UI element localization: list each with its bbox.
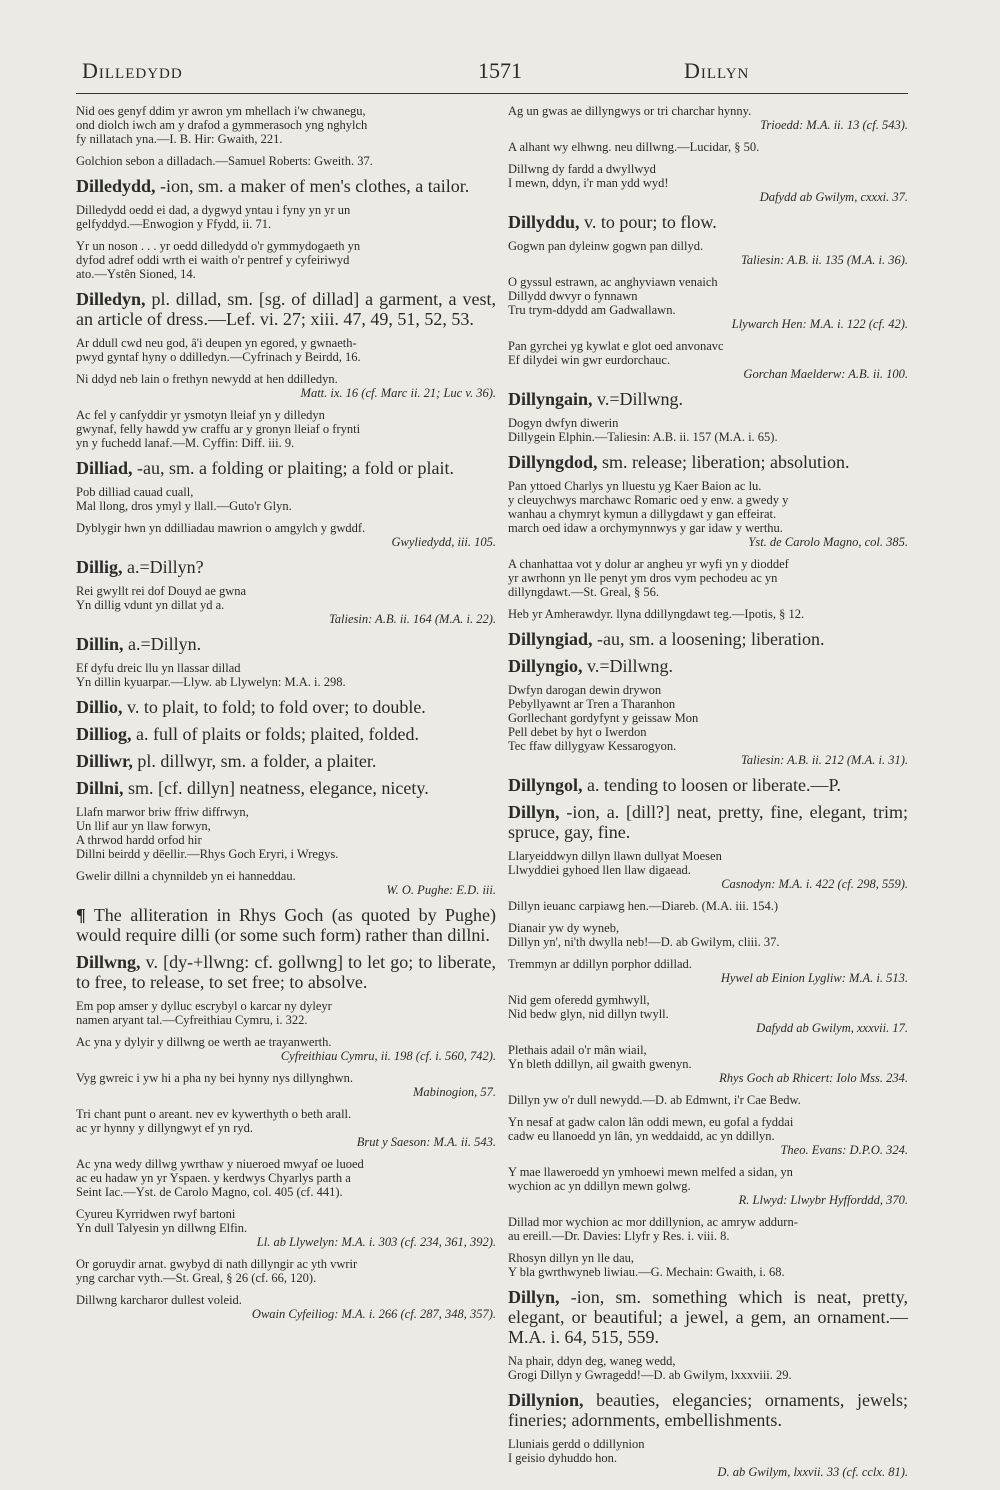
running-head-right: Dillyn: [684, 58, 750, 83]
dictionary-entry: [76, 634, 496, 654]
citation: [76, 1071, 496, 1099]
dictionary-entry: [508, 389, 908, 409]
citation-line: Llwyddiei gyhoed llen llaw digaead.: [508, 863, 691, 877]
headword: Dilliwr,: [76, 751, 133, 771]
citation-line: Gorllechant gordyfynt y geissaw Mon: [508, 711, 699, 725]
citation-line: Heb yr Amherawdyr. llyna ddillyngdawt teg.—Ipotis, § 12.: [508, 607, 805, 621]
dictionary-entry: [76, 724, 496, 744]
citation-source: R. Llwyd: Llwybr Hyfforddd, 370.: [738, 1193, 908, 1207]
dictionary-entry: [76, 952, 496, 992]
citation: [508, 162, 908, 204]
citation-line: Grogi Dillyn y Gwragedd!—D. ab Gwilym, lxxxviii. 29.: [508, 1368, 792, 1382]
citation-line: Yn bleth ddillyn, ail gwaith gwenyn.: [508, 1057, 692, 1071]
citation-line: Cyureu Kyrridwen rwyf bartoni: [76, 1207, 236, 1221]
citation-source: D. ab Gwilym, lxxvii. 33 (cf. cclx. 81).: [717, 1465, 908, 1479]
dictionary-entry: [508, 1287, 908, 1347]
citation-line: Dillygein Elphin.—Taliesin: A.B. ii. 157 (M.A. i. 65).: [508, 430, 778, 444]
citation-line: Pob dilliad cauad cuall,: [76, 485, 194, 499]
citation: [508, 849, 908, 891]
citation-line: Nid oes genyf ddim yr awron ym mhellach i'w chwanegu,: [76, 104, 366, 118]
citation-line: gwynaf, felly hawdd yw craffu ar y gronyn lleiaf o frynti: [76, 422, 361, 436]
citation-source: Gorchan Maelderw: A.B. ii. 100.: [743, 367, 908, 381]
citation-line: Lluniais gerdd o ddillynion: [508, 1437, 645, 1451]
citation-line: Gogwn pan dyleinw gogwn pan dillyd.: [508, 239, 704, 253]
citation-line: Pebyllyawnt ar Tren a Tharanhon: [508, 697, 676, 711]
citation-line: Rei gwyllt rei dof Douyd ae gwna: [76, 584, 247, 598]
citation-source: Ll. ab Llywelyn: M.A. i. 303 (cf. 234, 361, 392).: [256, 1235, 496, 1249]
headword: Dillyngdod,: [508, 452, 598, 472]
citation: [508, 1115, 908, 1157]
dictionary-entry: [508, 452, 908, 472]
citation-line: Rhosyn dillyn yn lle dau,: [508, 1251, 635, 1265]
running-head-left: Dilledydd: [82, 58, 183, 83]
citation: [76, 999, 496, 1027]
citation: [508, 957, 908, 985]
definition: The alliteration in Rhys Goch (as quoted by Pughe) would require dilli (or some such form) rather than dillni.: [76, 905, 496, 945]
dictionary-entry: [76, 778, 496, 798]
citation-line: Y bla gwrthwyneb liwiau.—G. Mechain: Gwaith, i. 68.: [508, 1265, 785, 1279]
citation-line: O gyssul estrawn, ac anghyviawn venaich: [508, 275, 718, 289]
headword: Dillyngiad,: [508, 629, 593, 649]
citation-line: yn y fuchedd lanaf.—M. Cyffin: Diff. iii. 9.: [76, 436, 295, 450]
citation: [508, 239, 908, 267]
citation: [76, 1157, 496, 1199]
citation: [76, 584, 496, 626]
citation: [508, 899, 908, 913]
citation-line: Dilledydd oedd ei dad, a dygwyd yntau i fyny yn yr un: [76, 203, 351, 217]
headword: Dillin,: [76, 634, 124, 654]
definition: pl. dillad, sm. [sg. of dillad] a garment, a vest, an article of dress.—Lef. vi. 27; xiii. 47, 49, 51, 52, 53.: [76, 289, 496, 329]
citation-line: Golchion sebon a dilladach.—Samuel Roberts: Gweith. 37.: [76, 154, 373, 168]
citation-line: Llafn marwor briw ffriw diffrwyn,: [76, 805, 249, 819]
citation-line: cadw eu llanoedd yn lân, yn weddaidd, ac yn ddillyn.: [508, 1129, 775, 1143]
citation-line: Yn dillig vdunt yn dillat yd a.: [76, 598, 225, 612]
citation-line: Plethais adail o'r mân wiail,: [508, 1043, 647, 1057]
citation-line: Ar ddull cwd neu god, â'i deupen yn egored, y gwnaeth-: [76, 336, 357, 350]
citation-line: Yn dillin kyuarpar.—Llyw. ab Llywelyn: M.A. i. 298.: [76, 675, 346, 689]
citation: [508, 140, 908, 154]
citation-line: I geisio dyhuddo hon.: [508, 1451, 618, 1465]
definition: v. to pour; to flow.: [579, 212, 717, 232]
citation-source: Theo. Evans: D.P.O. 324.: [780, 1143, 908, 1157]
citation-line: Tri chant punt o areant. nev ev kywerthyth o beth arall.: [76, 1107, 352, 1121]
citation: [76, 521, 496, 549]
citation-line: au ereill.—Dr. Davies: Llyfr y Res. i. viii. 8.: [508, 1229, 730, 1243]
citation-line: wanhau a chymryt kymun a dillygdawt y gan effeirat.: [508, 507, 777, 521]
citation-line: y cleuychwys marchawc Romaric oed y enw. a gwedy y: [508, 493, 789, 507]
citation-source: Mabinogion, 57.: [413, 1085, 496, 1099]
citation-line: Dogyn dwfyn diwerin: [508, 416, 619, 430]
citation-line: fy nillatach yna.—I. B. Hir: Gwaith, 221.: [76, 132, 283, 146]
definition: sm. [cf. dillyn] neatness, elegance, nicety.: [123, 778, 429, 798]
dictionary-entry: [508, 212, 908, 232]
citation: [76, 1257, 496, 1285]
definition: v. to plait, to fold; to fold over; to double.: [122, 697, 426, 717]
citation-line: Ac yna y dylyir y dillwng oe werth ae trayanwerth.: [76, 1035, 332, 1049]
citation: [508, 1354, 908, 1382]
citation-line: wychion ac yn ddillyn mewn golwg.: [508, 1179, 691, 1193]
citation-source: Owain Cyfeiliog: M.A. i. 266 (cf. 287, 348, 357).: [251, 1307, 496, 1321]
left-column: [76, 104, 496, 1329]
citation-line: I mewn, ddyn, i'r man ydd wyd!: [508, 176, 669, 190]
citation: [508, 1165, 908, 1207]
citation-line: Nid bedw glyn, nid dillyn twyll.: [508, 1007, 669, 1021]
definition: -ion, a. [dill?] neat, pretty, fine, elegant, trim; spruce, gay, fine.: [508, 802, 908, 842]
definition: a.=Dillyn?: [122, 557, 204, 577]
citation: [508, 1215, 908, 1243]
citation-source: Llywarch Hen: M.A. i. 122 (cf. 42).: [731, 317, 908, 331]
citation-line: Dyblygir hwn yn ddilliadau mawrion o amgylch y gwddf.: [76, 521, 366, 535]
headword: Dilledydd,: [76, 176, 156, 196]
citation-line: Dianair yw dy wyneb,: [508, 921, 620, 935]
citation: [76, 336, 496, 364]
definition: a. full of plaits or folds; plaited, folded.: [131, 724, 419, 744]
headword: Dilledyn,: [76, 289, 146, 309]
citation-line: Y mae llaweroedd yn ymhoewi mewn melfed a sidan, yn: [508, 1165, 793, 1179]
citation-line: Pan gyrchei yg kywlat e glot oed anvonavc: [508, 339, 724, 353]
dictionary-entry: [76, 289, 496, 329]
citation-source: Trioedd: M.A. ii. 13 (cf. 543).: [760, 118, 908, 132]
citation-source: Taliesin: A.B. ii. 212 (M.A. i. 31).: [740, 753, 908, 767]
headword: Dillwng,: [76, 952, 141, 972]
headword: Dillig,: [76, 557, 123, 577]
citation: [76, 1293, 496, 1321]
dictionary-entry: [508, 656, 908, 676]
citation-line: A chanhattaa vot y dolur ar angheu yr wyfi yn y dioddef: [508, 557, 789, 571]
citation-line: Yr un noson . . . yr oedd dilledydd o'r gymmydogaeth yn: [76, 239, 361, 253]
citation-line: Mal llong, dros ymyl y llall.—Guto'r Glyn.: [76, 499, 292, 513]
citation-line: Yn nesaf at gadw calon lân oddi mewn, eu gofal a fyddai: [508, 1115, 794, 1129]
citation-line: Seint Iac.—Yst. de Carolo Magno, col. 405 (cf. 441).: [76, 1185, 343, 1199]
definition: v.=Dillwng.: [582, 656, 673, 676]
citation-line: ato.—Ystên Sioned, 14.: [76, 267, 196, 281]
citation: [508, 557, 908, 599]
citation-line: ond diolch iwch am y drafod a gymmerasoch yng nghylch: [76, 118, 368, 132]
citation-source: Cyfreithiau Cymru, ii. 198 (cf. i. 560, 742).: [280, 1049, 496, 1063]
citation-source: Gwyliedydd, iii. 105.: [391, 535, 496, 549]
citation: [76, 104, 496, 146]
citation-line: Tru trym-ddydd am Gadwallawn.: [508, 303, 676, 317]
definition: -ion, sm. a maker of men's clothes, a tailor.: [155, 176, 470, 196]
citation-line: dyfod adref oddi wrth ei waith o'r pentref y cyfeiriwyd: [76, 253, 350, 267]
citation-line: Dillwng karcharor dullest voleid.: [76, 1293, 242, 1307]
citation-line: Ef dyfu dreic llu yn llassar dillad: [76, 661, 241, 675]
citation-source: Dafydd ab Gwilym, xxxvii. 17.: [756, 1021, 908, 1035]
citation-line: Un llif aur yn llaw forwyn,: [76, 819, 211, 833]
headword: ¶: [76, 905, 86, 925]
citation: [508, 416, 908, 444]
citation-source: Taliesin: A.B. ii. 164 (M.A. i. 22).: [328, 612, 496, 626]
citation-line: A alhant wy elhwng. neu dillwng.—Lucidar, § 50.: [508, 140, 760, 154]
citation: [508, 1093, 908, 1107]
citation-line: ac eu hadaw yn yr Yspaen. y kerdwys Chyarlys parth a: [76, 1171, 351, 1185]
citation: [76, 372, 496, 400]
dictionary-entry: [508, 802, 908, 842]
citation-source: Matt. ix. 16 (cf. Marc ii. 21; Luc v. 36).: [300, 386, 496, 400]
citation-line: Ac fel y canfyddir yr ysmotyn lleiaf yn y dilledyn: [76, 408, 325, 422]
citation: [76, 1107, 496, 1149]
definition: -au, sm. a loosening; liberation.: [592, 629, 825, 649]
citation-line: Gwelir dillni a chynnildeb yn ei hanneddau.: [76, 869, 296, 883]
citation: [508, 1043, 908, 1085]
citation-source: Brut y Saeson: M.A. ii. 543.: [356, 1135, 496, 1149]
citation-line: Dillad mor wychion ac mor ddillynion, ac amryw addurn-: [508, 1215, 798, 1229]
dictionary-entry: [76, 905, 496, 945]
citation-line: Dillydd dwvyr o fynnawn: [508, 289, 638, 303]
citation-source: W. O. Pughe: E.D. iii.: [386, 883, 496, 897]
citation-line: Ac yna wedy dillwg ywrthaw y niueroed mwyaf oe luoed: [76, 1157, 364, 1171]
headword: Dillyngio,: [508, 656, 583, 676]
citation-source: Hywel ab Einion Lygliw: M.A. i. 513.: [720, 971, 908, 985]
citation-line: namen aryant tal.—Cyfreithiau Cymru, i. 322.: [76, 1013, 308, 1027]
dictionary-entry: [508, 629, 908, 649]
citation-line: Vyg gwreic i yw hi a pha ny bei hynny nys dillynghwn.: [76, 1071, 354, 1085]
headword: Dillni,: [76, 778, 124, 798]
citation: [76, 805, 496, 861]
dictionary-entry: [508, 1390, 908, 1430]
citation: [508, 275, 908, 331]
citation: [508, 921, 908, 949]
citation-line: Nid gem oferedd gymhwyll,: [508, 993, 650, 1007]
citation-line: Dwfyn darogan dewin drywon: [508, 683, 662, 697]
citation: [508, 479, 908, 549]
citation: [76, 239, 496, 281]
citation-line: Ag un gwas ae dillyngwys or tri charchar hynny.: [508, 104, 752, 118]
citation: [508, 683, 908, 767]
headword: Dillyddu,: [508, 212, 580, 232]
headword: Dillyngol,: [508, 775, 583, 795]
definition: -au, sm. a folding or plaiting; a fold or plait.: [132, 458, 454, 478]
dictionary-entry: [76, 176, 496, 196]
headword: Dillyn,: [508, 802, 560, 822]
citation: [508, 1251, 908, 1279]
definition: v. [dy-+llwng: cf. gollwng] to let go; to liberate, to free, to release, to set free; to absolve.: [76, 952, 496, 992]
citation-line: Llaryeiddwyn dillyn llawn dullyat Moesen: [508, 849, 722, 863]
citation: [508, 104, 908, 132]
dictionary-entry: [76, 751, 496, 771]
definition: a.=Dillyn.: [123, 634, 202, 654]
headword: Dillyn,: [508, 1287, 560, 1307]
citation-line: pwyd gyntaf hyny o ddilledyn.—Cyfrinach y Beirdd, 16.: [76, 350, 361, 364]
citation: [76, 661, 496, 689]
citation-line: A thrwod hardd orfod hir: [76, 833, 202, 847]
citation: [508, 607, 908, 621]
citation: [76, 203, 496, 231]
definition: beauties, elegancies; ornaments, jewels; fineries; adornments, embellishments.: [508, 1390, 908, 1430]
citation-line: ac yr hynny y dillyngwyt ef yn ryd.: [76, 1121, 254, 1135]
citation-line: gelfyddyd.—Enwogion y Ffydd, ii. 71.: [76, 217, 272, 231]
citation-line: Dillyn yn', ni'th dwylla neb!—D. ab Gwilym, cliii. 37.: [508, 935, 780, 949]
headword: Dillynion,: [508, 1390, 584, 1410]
page-number: 1571: [478, 58, 522, 83]
citation-source: Yst. de Carolo Magno, col. 385.: [748, 535, 908, 549]
citation-line: Dillni beirdd y dëellir.—Rhys Goch Eryri, i Wregys.: [76, 847, 339, 861]
definition: sm. release; liberation; absolution.: [597, 452, 850, 472]
citation-line: yr awrhonn yn lle penyt ym dros vym pechodeu ac yn: [508, 571, 778, 585]
headword: Dilliog,: [76, 724, 132, 744]
citation-line: Dillyn yw o'r dull newydd.—D. ab Edmwnt, i'r Cae Bedw.: [508, 1093, 801, 1107]
dictionary-entry: [508, 775, 908, 795]
citation-line: Yn dull Talyesin yn dillwng Elfin.: [76, 1221, 248, 1235]
headword: Dilliad,: [76, 458, 133, 478]
citation: [76, 1207, 496, 1249]
citation-line: Na phair, ddyn deg, waneg wedd,: [508, 1354, 676, 1368]
citation: [508, 1437, 908, 1479]
citation: [76, 408, 496, 450]
citation-line: Tec ffaw dillygyaw Kessarogyon.: [508, 739, 677, 753]
headword: Dillyngain,: [508, 389, 593, 409]
citation-source: Taliesin: A.B. ii. 135 (M.A. i. 36).: [740, 253, 908, 267]
citation-line: Tremmyn ar ddillyn porphor ddillad.: [508, 957, 692, 971]
definition: -ion, sm. something which is neat, pretty, elegant, or beautiful; a jewel, a gem, an ornament.—M.A. i. 64, 515, 559.: [508, 1287, 908, 1347]
header-rule: [76, 93, 908, 94]
citation: [76, 154, 496, 168]
citation: [76, 1035, 496, 1063]
right-column: [508, 104, 908, 1487]
citation: [508, 339, 908, 381]
headword: Dillio,: [76, 697, 123, 717]
dictionary-entry: [76, 557, 496, 577]
citation-line: Pan yttoed Charlys yn lluestu yg Kaer Baion ac lu.: [508, 479, 762, 493]
citation-source: Dafydd ab Gwilym, cxxxi. 37.: [759, 190, 908, 204]
dictionary-entry: [76, 458, 496, 478]
citation-line: march oed idaw a orchymynnwys y gar idaw y werthu.: [508, 521, 783, 535]
citation-line: Em pop amser y dylluc escrybyl o karcar ny dyleyr: [76, 999, 332, 1013]
citation-line: Or goruydir arnat. gwybyd di nath dillyngir ac yth vwrir: [76, 1257, 358, 1271]
citation-line: dillyngdawt.—St. Greal, § 56.: [508, 585, 660, 599]
definition: pl. dillwyr, sm. a folder, a plaiter.: [132, 751, 377, 771]
citation-line: Ni ddyd neb lain o frethyn newydd at hen ddilledyn.: [76, 372, 338, 386]
dictionary-entry: [76, 697, 496, 717]
citation: [76, 485, 496, 513]
citation: [508, 993, 908, 1035]
citation: [76, 869, 496, 897]
citation-line: Dillyn ieuanc carpiawg hen.—Diareb. (M.A. iii. 154.): [508, 899, 779, 913]
citation-line: Dillwng dy fardd a dwyllwyd: [508, 162, 656, 176]
citation-source: Casnodyn: M.A. i. 422 (cf. 298, 559).: [721, 877, 908, 891]
citation-source: Rhys Goch ab Rhicert: Iolo Mss. 234.: [719, 1071, 908, 1085]
citation-line: yng carchar vyth.—St. Greal, § 26 (cf. 66, 120).: [76, 1271, 317, 1285]
citation-line: Ef dilydei win gwr eurdorchauc.: [508, 353, 671, 367]
definition: v.=Dillwng.: [592, 389, 684, 409]
citation-line: Pell debet by hyt o Iwerdon: [508, 725, 647, 739]
definition: a. tending to loosen or liberate.—P.: [582, 775, 841, 795]
